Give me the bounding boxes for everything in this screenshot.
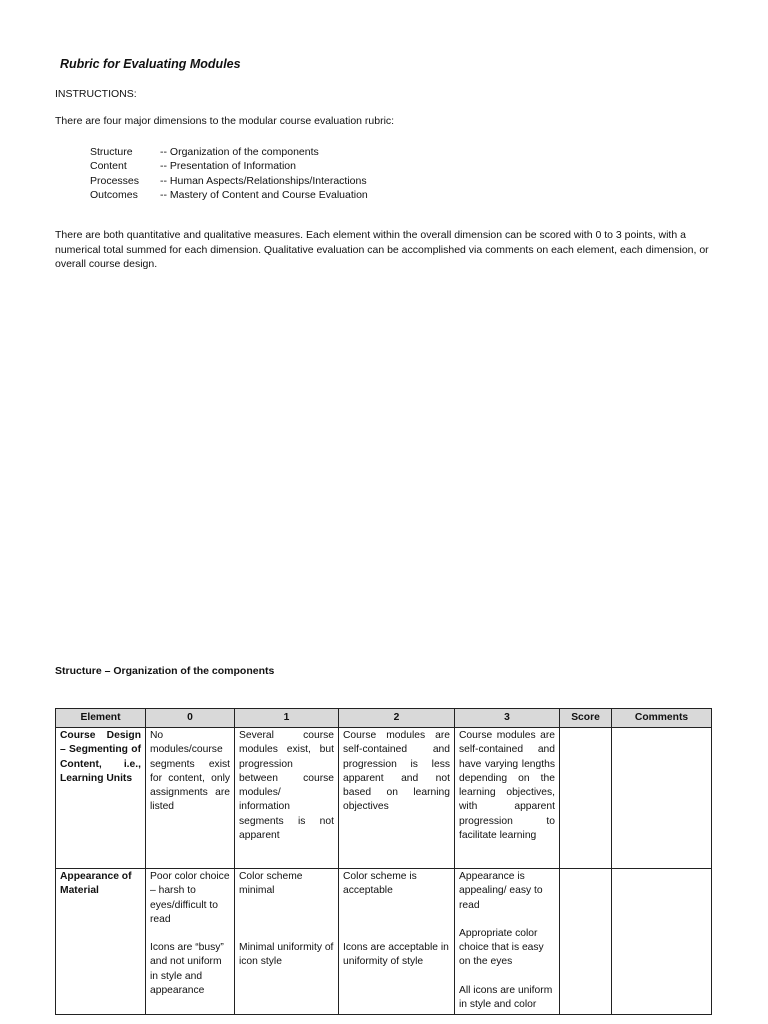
header-element: Element (56, 709, 146, 728)
header-score-2: 2 (339, 709, 455, 728)
level-0-cell: No modules/course segments exist for content, only assignments are listed (146, 728, 235, 869)
dimension-description: -- Organization of the components (160, 146, 319, 158)
dimension-name: Outcomes (90, 188, 138, 201)
element-cell: Course Design – Segmenting of Content, i.e., Learning Units (56, 728, 146, 869)
scoring-paragraph: There are both quantitative and qualitative measures. Each element within the overall dimension can be scored with 0 to 3 points, with a numerical total summed for each dimension. Qualitative evaluation can be accomplished via comments on each element, each dimension, or overall course design. (55, 229, 709, 270)
instructions-heading: INSTRUCTIONS: (55, 88, 137, 100)
dimension-description: -- Mastery of Content and Course Evaluation (160, 188, 368, 201)
header-score: Score (560, 709, 612, 728)
level-0-cell (146, 869, 235, 1015)
level-1-cell (235, 869, 339, 1015)
dimension-item (90, 159, 368, 173)
document-title: Rubric for Evaluating Modules (60, 57, 241, 71)
level-1-cell: Several course modules exist, but progression between course modules/ information segments is not apparent (235, 728, 339, 869)
header-comments: Comments (612, 709, 712, 728)
dimension-description: -- Presentation of Information (160, 160, 296, 173)
rubric-table (55, 708, 712, 1015)
dimension-item (90, 174, 368, 188)
header-score-3: 3 (455, 709, 560, 728)
dimension-name: Content (90, 160, 127, 173)
level-text: Appropriate color choice that is easy on the eyes (459, 927, 544, 968)
table-header-row (56, 709, 712, 728)
level-2-cell: Course modules are self-contained and progression is less apparent and not based on learning objectives (339, 728, 455, 869)
comments-cell[interactable] (612, 728, 712, 869)
comments-cell[interactable] (612, 869, 712, 1015)
score-cell[interactable] (560, 728, 612, 869)
dimension-name: Structure (90, 146, 133, 158)
level-text: Color scheme minimal (239, 871, 303, 897)
section-title: Structure – Organization of the components (55, 665, 275, 677)
dimension-description: -- Human Aspects/Relationships/Interactions (160, 174, 367, 187)
element-cell: Appearance of Material (56, 869, 146, 1015)
header-score-1: 1 (235, 709, 339, 728)
level-text: Icons are acceptable in uniformity of style (343, 941, 449, 967)
header-score-0: 0 (146, 709, 235, 728)
level-text: Icons are “busy” and not uniform in style and appearance (150, 942, 224, 997)
dimension-item (90, 145, 368, 159)
level-3-cell (455, 869, 560, 1015)
table-row (56, 869, 712, 1015)
level-3-cell: Course modules are self-contained and have varying lengths depending on the learning objectives, with apparent progression to facilitate learning (455, 728, 560, 869)
level-text: Minimal uniformity of icon style (239, 941, 334, 967)
level-text: Color scheme is acceptable (343, 871, 417, 897)
table-row (56, 728, 712, 869)
level-text: All icons are uniform in style and color (459, 984, 553, 1011)
score-cell[interactable] (560, 869, 612, 1015)
dimension-item (90, 188, 368, 202)
intro-text: There are four major dimensions to the modular course evaluation rubric: (55, 115, 395, 127)
level-text: Poor color choice – harsh to eyes/difficult to read (150, 871, 230, 925)
level-2-cell (339, 869, 455, 1015)
dimension-name: Processes (90, 174, 140, 187)
level-text: Appearance is appealing/ easy to read (459, 871, 543, 911)
dimension-list (90, 145, 368, 202)
